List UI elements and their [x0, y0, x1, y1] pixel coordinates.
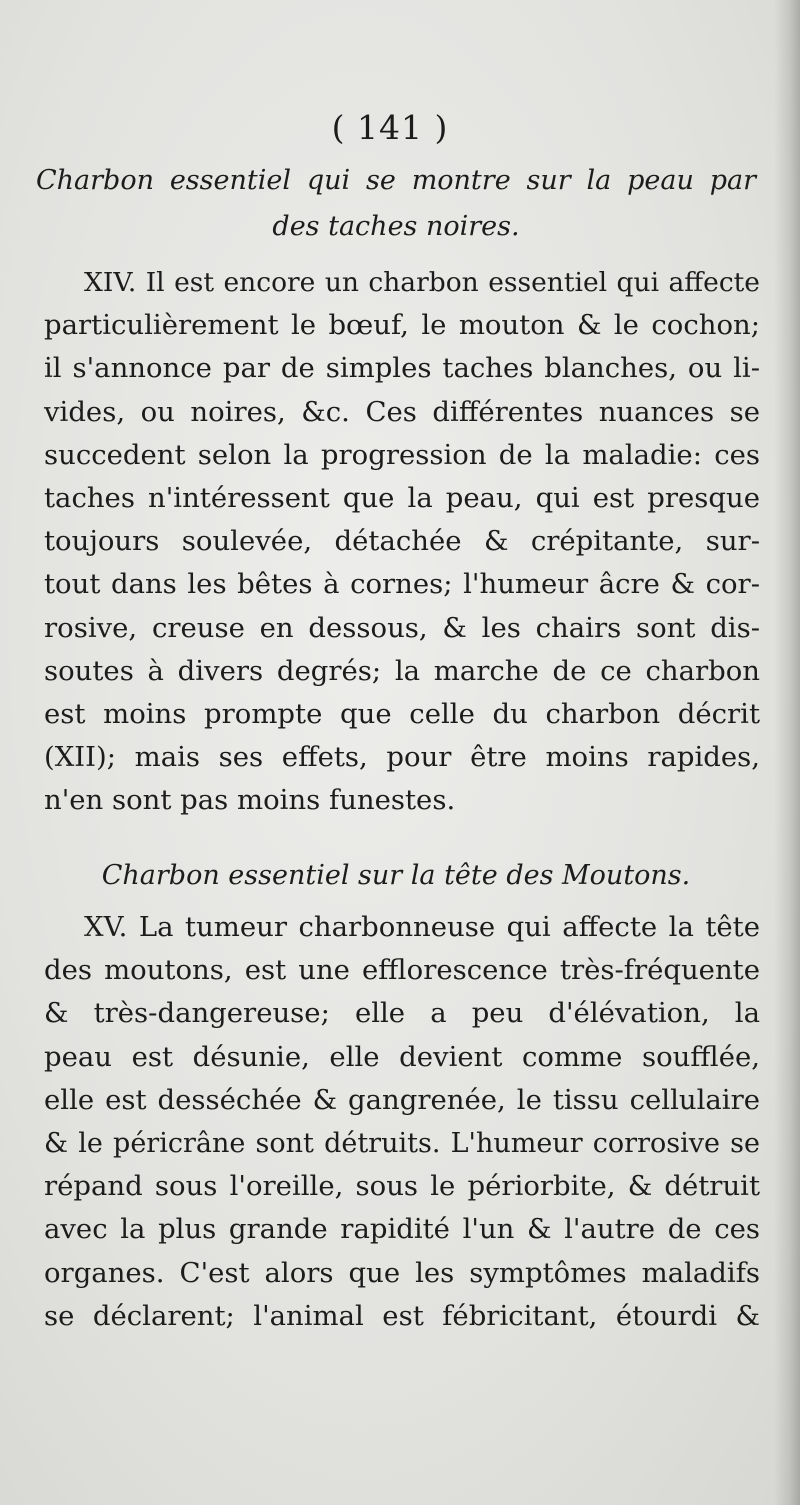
section-heading-xiv: [36, 158, 756, 250]
text-line: se déclarent; l'animal est fébricitant, étourdi &: [44, 1299, 760, 1332]
text-line: succedent selon la progression de la maladie: ces: [44, 438, 760, 471]
text-line: vides, ou noires, &c. Ces différentes nuances se: [44, 395, 760, 428]
text-line: elle est desséchée & gangrenée, le tissu cellulaire: [44, 1083, 760, 1116]
text-line: est moins prompte que celle du charbon décrit: [44, 698, 760, 731]
text-line: toujours soulevée, détachée & crépitante, sur-: [44, 525, 760, 558]
text-line: rosive, creuse en dessous, & les chairs sont dis-: [44, 611, 760, 644]
text-line: peau est désunie, elle devient comme soufflée,: [44, 1040, 760, 1073]
page-edge-shadow: [774, 0, 800, 1505]
text-line: organes. C'est alors que les symptômes maladifs: [44, 1256, 760, 1289]
paragraph-xv: [44, 906, 760, 1338]
text-line: il s'annonce par de simples taches blanches, ou li-: [44, 352, 760, 385]
text-line: n'en sont pas moins funestes.: [44, 784, 456, 817]
text-line: XIV. Il est encore un charbon essentiel qui affecte: [84, 267, 760, 298]
heading-line: Charbon essentiel qui se montre sur la peau par: [36, 165, 756, 196]
heading-line: des taches noires.: [272, 211, 520, 242]
text-line: particulièrement le bœuf, le mouton & le cochon;: [44, 309, 760, 342]
text-line: XV. La tumeur charbonneuse qui affecte la tête: [84, 911, 760, 943]
text-line: avec la plus grande rapidité l'un & l'autre de ces: [44, 1213, 760, 1246]
page-number: ( 141 ): [331, 108, 449, 147]
text-line: taches n'intéressent que la peau, qui est presque: [44, 482, 760, 515]
text-line: des moutons, est une efflorescence très-fréquente: [44, 954, 760, 987]
paragraph-xiv: [44, 261, 760, 823]
text-line: (XII); mais ses effets, pour être moins rapides,: [44, 741, 760, 774]
text-line: tout dans les bêtes à cornes; l'humeur âcre & cor-: [44, 568, 760, 601]
text-line: & le péricrâne sont détruits. L'humeur corrosive se: [44, 1128, 760, 1160]
text-line: répand sous l'oreille, sous le périorbite, & détruit: [44, 1170, 760, 1203]
section-heading-xv: Charbon essentiel sur la tête des Moutons.: [101, 860, 691, 891]
text-line: soutes à divers degrés; la marche de ce charbon: [44, 654, 760, 687]
text-line: & très-dangereuse; elle a peu d'élévation, la: [44, 997, 760, 1030]
